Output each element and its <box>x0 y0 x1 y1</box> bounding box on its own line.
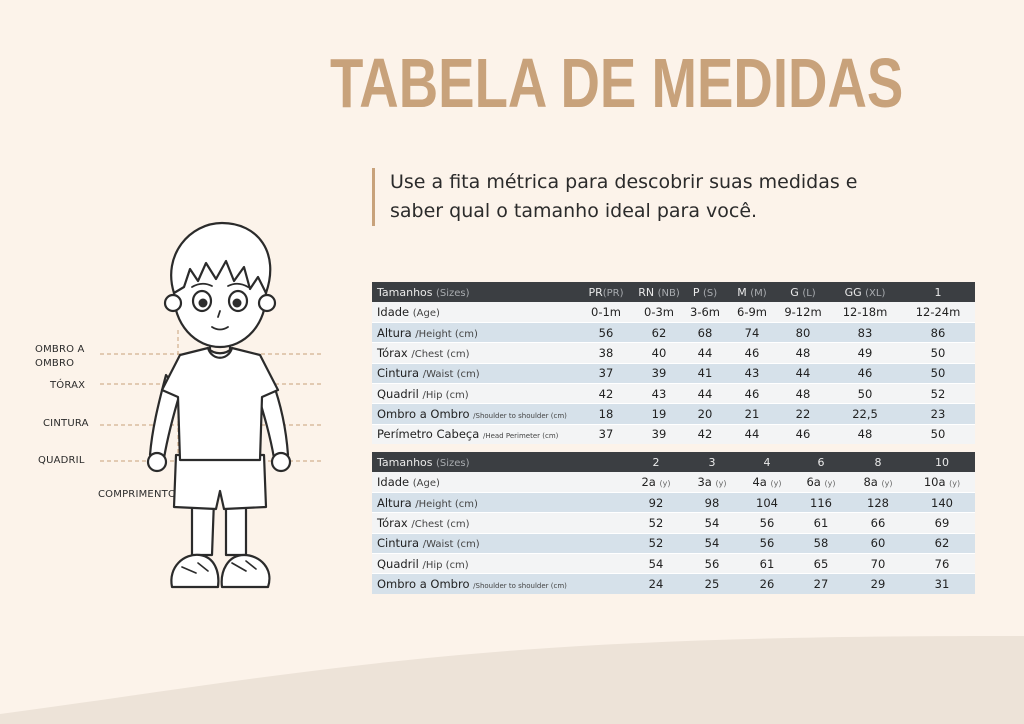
row-label-english: /Waist (cm) <box>422 369 480 381</box>
row-label-english: /Head Perimeter (cm) <box>482 432 559 441</box>
header-size <box>727 282 777 302</box>
table-row <box>372 323 975 343</box>
table-cell: 56 <box>739 513 795 533</box>
row-label-main: Quadril <box>377 556 419 571</box>
table-cell: 39 <box>635 424 683 444</box>
table-cell: 48 <box>777 343 829 363</box>
instructions-text <box>372 168 932 226</box>
table-cell: 58 <box>795 533 847 553</box>
row-label-main: Perímetro Cabeça <box>377 427 480 442</box>
age-unit: (y) <box>881 479 893 489</box>
table-cell: 86 <box>901 323 975 343</box>
row-label <box>372 323 577 343</box>
table-cell: 60 <box>847 533 909 553</box>
table-cell: 22,5 <box>829 404 901 424</box>
size-main: G <box>790 285 799 299</box>
table-cell: 18 <box>577 404 635 424</box>
table-cell: 31 <box>909 574 975 594</box>
table-cell: 39 <box>635 363 683 383</box>
page-title: TABELA DE MEDIDAS <box>330 44 904 122</box>
size-sub: (NB) <box>657 287 680 299</box>
table-cell: 56 <box>739 533 795 553</box>
table-cell <box>795 472 847 492</box>
table-cell: 46 <box>727 383 777 403</box>
label-ombro-line-2: OMBRO <box>35 358 75 369</box>
table-cell: 48 <box>777 383 829 403</box>
table-cell: 128 <box>847 493 909 513</box>
row-label-english: /Chest (cm) <box>411 349 470 361</box>
row-label <box>372 343 577 363</box>
row-label-main: Ombro a Ombro <box>377 406 470 421</box>
table-cell: 54 <box>685 533 739 553</box>
table-row <box>372 493 975 513</box>
table-row <box>372 472 975 492</box>
header-label-main: Tamanhos <box>377 455 433 469</box>
table-cell: 0-3m <box>635 302 683 322</box>
row-label-main: Quadril <box>377 386 419 401</box>
table-cell: 43 <box>727 363 777 383</box>
table-cell: 76 <box>909 553 975 573</box>
table-cell: 24 <box>627 574 685 594</box>
header-size <box>829 282 901 302</box>
table-cell: 19 <box>635 404 683 424</box>
label-quadril: QUADRIL <box>38 455 85 466</box>
table-cell: 61 <box>795 513 847 533</box>
label-comprimento: COMPRIMENTO <box>98 489 177 500</box>
age-value: 2a <box>641 475 656 490</box>
table-cell: 42 <box>577 383 635 403</box>
table-cell: 66 <box>847 513 909 533</box>
table-cell: 12-18m <box>829 302 901 322</box>
row-label-english: (Age) <box>412 478 440 490</box>
table-row <box>372 302 975 322</box>
header-size: 6 <box>795 452 847 472</box>
table-cell: 43 <box>635 383 683 403</box>
age-unit: (y) <box>824 479 836 489</box>
size-table-kids <box>372 452 975 594</box>
header-size <box>577 282 635 302</box>
table-cell: 104 <box>739 493 795 513</box>
header-size <box>683 282 727 302</box>
header-size: 10 <box>909 452 975 472</box>
table-cell: 22 <box>777 404 829 424</box>
table-cell: 92 <box>627 493 685 513</box>
table-cell: 54 <box>627 553 685 573</box>
table-cell: 20 <box>683 404 727 424</box>
row-label <box>372 533 627 553</box>
table-cell: 21 <box>727 404 777 424</box>
table-cell: 98 <box>685 493 739 513</box>
table-cell: 46 <box>829 363 901 383</box>
row-label-main: Cintura <box>377 366 420 381</box>
header-size <box>635 282 683 302</box>
row-label-main: Tórax <box>377 516 408 531</box>
size-sub: (XL) <box>865 287 886 299</box>
table-cell: 52 <box>627 533 685 553</box>
size-sub: (L) <box>802 287 816 299</box>
table-header-row <box>372 452 975 472</box>
header-size: 3 <box>685 452 739 472</box>
table-cell: 25 <box>685 574 739 594</box>
table-cell: 50 <box>901 363 975 383</box>
age-unit: (y) <box>659 479 671 489</box>
label-cintura: CINTURA <box>43 418 89 429</box>
table-row <box>372 424 975 444</box>
row-label-main: Idade <box>377 475 410 490</box>
table-cell: 44 <box>777 363 829 383</box>
size-main: M <box>737 285 747 299</box>
table-cell: 44 <box>683 343 727 363</box>
row-label <box>372 513 627 533</box>
row-label-main: Cintura <box>377 536 420 551</box>
table-cell: 80 <box>777 323 829 343</box>
table-cell: 12-24m <box>901 302 975 322</box>
table-cell: 48 <box>829 424 901 444</box>
header-label-sub: (Sizes) <box>436 287 470 299</box>
table-cell: 23 <box>901 404 975 424</box>
row-label-english: /Hip (cm) <box>422 389 469 401</box>
header-size: 2 <box>627 452 685 472</box>
table-cell: 62 <box>909 533 975 553</box>
row-label-english: /Hip (cm) <box>422 559 469 571</box>
row-label-main: Idade <box>377 305 410 320</box>
table-row <box>372 533 975 553</box>
table-cell: 46 <box>727 343 777 363</box>
row-label <box>372 383 577 403</box>
table-row <box>372 553 975 573</box>
table-cell: 50 <box>901 424 975 444</box>
row-label-english: /Height (cm) <box>415 498 478 510</box>
table-cell: 56 <box>577 323 635 343</box>
age-unit: (y) <box>949 479 961 489</box>
table-row <box>372 383 975 403</box>
table-cell: 29 <box>847 574 909 594</box>
table-cell: 69 <box>909 513 975 533</box>
row-label-english: (Age) <box>412 308 440 320</box>
table-cell: 27 <box>795 574 847 594</box>
table-cell: 0-1m <box>577 302 635 322</box>
table-cell: 61 <box>739 553 795 573</box>
header-size <box>901 282 975 302</box>
table-cell <box>847 472 909 492</box>
row-label <box>372 404 577 424</box>
child-figure-illustration <box>140 215 310 605</box>
table-header-row <box>372 282 975 302</box>
table-cell <box>627 472 685 492</box>
table-cell: 52 <box>901 383 975 403</box>
age-value: 3a <box>697 475 712 490</box>
table-row <box>372 363 975 383</box>
table-cell: 6-9m <box>727 302 777 322</box>
table-cell: 54 <box>685 513 739 533</box>
size-main: 1 <box>934 285 942 299</box>
age-value: 8a <box>863 475 878 490</box>
instructions-line-1: Use a fita métrica para descobrir suas medidas e <box>390 171 858 193</box>
size-main: RN <box>638 285 655 299</box>
table-cell <box>909 472 975 492</box>
header-label-sub: (Sizes) <box>436 457 470 469</box>
table-cell: 37 <box>577 424 635 444</box>
header-label <box>372 282 577 302</box>
table-row <box>372 513 975 533</box>
row-label-english: /Chest (cm) <box>411 519 470 531</box>
table-row <box>372 574 975 594</box>
table-cell: 3-6m <box>683 302 727 322</box>
size-sub: (S) <box>702 287 718 299</box>
row-label-english: /Height (cm) <box>415 328 478 340</box>
size-sub: (PR) <box>602 287 624 299</box>
table-cell: 50 <box>829 383 901 403</box>
age-value: 6a <box>806 475 821 490</box>
age-value: 10a <box>923 475 946 490</box>
table-cell: 44 <box>683 383 727 403</box>
header-label-main: Tamanhos <box>377 285 433 299</box>
row-label <box>372 553 627 573</box>
row-label <box>372 472 627 492</box>
row-label-english: /Shoulder to shoulder (cm) <box>473 411 567 420</box>
table-cell: 83 <box>829 323 901 343</box>
size-sub: (M) <box>750 287 767 299</box>
table-cell: 65 <box>795 553 847 573</box>
size-main: P <box>692 285 700 299</box>
header-size: 8 <box>847 452 909 472</box>
row-label <box>372 574 627 594</box>
table-cell: 38 <box>577 343 635 363</box>
size-table-baby <box>372 282 975 444</box>
label-torax: TÓRAX <box>50 380 86 391</box>
instructions-line-2: saber qual o tamanho ideal para você. <box>390 200 758 222</box>
table-cell: 42 <box>683 424 727 444</box>
row-label <box>372 493 627 513</box>
table-cell: 140 <box>909 493 975 513</box>
row-label-main: Altura <box>377 325 412 340</box>
row-label <box>372 302 577 322</box>
table-cell: 44 <box>727 424 777 444</box>
row-label-main: Ombro a Ombro <box>377 577 470 592</box>
table-cell: 49 <box>829 343 901 363</box>
row-label-english: /Shoulder to shoulder (cm) <box>473 582 567 591</box>
row-label-main: Altura <box>377 495 412 510</box>
row-label <box>372 424 577 444</box>
table-cell: 50 <box>901 343 975 363</box>
table-row <box>372 343 975 363</box>
age-value: 4a <box>752 475 767 490</box>
table-cell: 56 <box>685 553 739 573</box>
table-cell: 70 <box>847 553 909 573</box>
table-cell: 116 <box>795 493 847 513</box>
size-main: PR <box>588 285 603 299</box>
header-label <box>372 452 627 472</box>
row-label <box>372 363 577 383</box>
table-cell: 9-12m <box>777 302 829 322</box>
table-cell: 40 <box>635 343 683 363</box>
table-cell: 41 <box>683 363 727 383</box>
age-unit: (y) <box>770 479 782 489</box>
label-ombro-line-1: OMBRO A <box>35 344 85 355</box>
table-cell: 52 <box>627 513 685 533</box>
size-main: GG <box>844 285 862 299</box>
table-cell <box>739 472 795 492</box>
table-cell: 68 <box>683 323 727 343</box>
header-size <box>777 282 829 302</box>
table-cell: 46 <box>777 424 829 444</box>
label-ombro-a-ombro <box>35 343 85 371</box>
row-label-main: Tórax <box>377 346 408 361</box>
row-label-english: /Waist (cm) <box>422 539 480 551</box>
table-cell <box>685 472 739 492</box>
table-cell: 26 <box>739 574 795 594</box>
table-cell: 62 <box>635 323 683 343</box>
table-cell: 37 <box>577 363 635 383</box>
age-unit: (y) <box>715 479 727 489</box>
table-cell: 74 <box>727 323 777 343</box>
header-size: 4 <box>739 452 795 472</box>
table-row <box>372 404 975 424</box>
